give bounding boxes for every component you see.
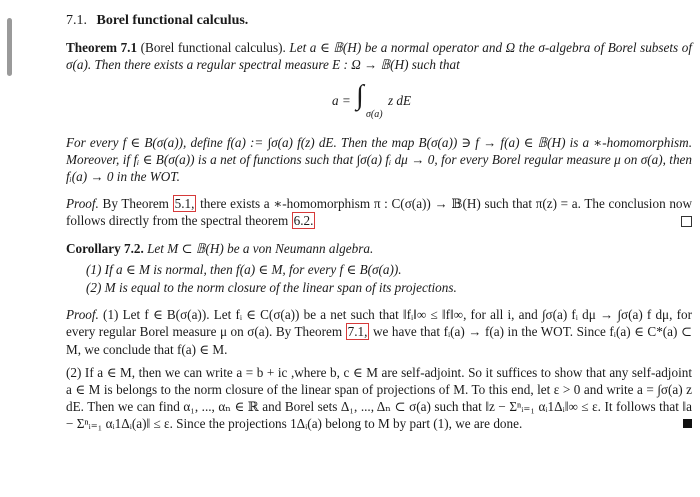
section-number: 7.1.: [66, 13, 87, 28]
proof-text: (2) If a ∈ M, then we can write a = b + ic ,where b, c ∈ M are self-adjoint. So it suffices to show that any self-adjoint a ∈ M is belongs to the norm closure of the linear span of projections of M. To this end, let ε > 0 and write a = ∫σ(a) z dE. Then we can find α₁, ..., αₙ ∈ ℝ and Borel sets Δ₁, ..., Δₙ ⊂ σ(a) such that ‖z − Σⁿᵢ₌₁ αᵢ1Δᵢ‖∞ ≤ ε. It follows that ‖a − Σⁿᵢ₌₁ αᵢ1Δᵢ(a)‖ ≤ ε. Since the projections 1Δᵢ(a) belong to M by part (1), we are done.: [66, 364, 692, 432]
proof-text: By Theorem: [102, 196, 169, 212]
proof-theorem-7-1: [66, 195, 692, 229]
formula-lhs: a =: [332, 92, 351, 108]
formula-rhs: z dE: [388, 92, 412, 108]
qed-square-icon: [681, 216, 692, 227]
theorem-5-1-link[interactable]: 5.1,: [174, 196, 195, 212]
section-title: Borel functional calculus.: [96, 13, 249, 28]
scrollbar[interactable]: [7, 18, 12, 76]
integral-domain: σ(a): [366, 108, 383, 120]
proof-text: (1) Let f ∈ B(σ(a)). Let fᵢ ∈ C(σ(a)) be a net such that ‖fᵢ‖∞ ≤ ‖f‖∞, for all i, and ∫σ(a) fᵢ dμ → ∫σ(a) f dμ, for every regular Borel measure μ on σ(a). By Theorem: [66, 307, 692, 340]
corollary-items: [86, 261, 692, 296]
proof-label: Proof.: [66, 307, 99, 323]
proof-text: we have that fᵢ(a) → f(a) in the WOT. Since fᵢ(a) ∈ C*(a) ⊂ M, we conclude that f(a) ∈ M.: [66, 324, 693, 357]
spectral-formula: [66, 79, 692, 122]
list-item: (1) If a ∈ M is normal, then f(a) ∈ M, for every f ∈ B(σ(a)).: [86, 261, 402, 277]
proof-corollary-part2: [66, 364, 692, 433]
theorem-name: (Borel functional calculus).: [140, 40, 286, 56]
proof-text: there exists a ∗-homomorphism π : C(σ(a)) → 𝔹(H) such that π(z) = a. The conclusion now follows directly from the spectral theorem: [66, 196, 693, 229]
proof-corollary-part1: [66, 306, 692, 358]
document-page: [66, 12, 692, 443]
corollary-7-2: [66, 240, 692, 257]
theorem-6-2-link[interactable]: 6.2.: [293, 213, 314, 229]
theorem-continuation: For every f ∈ B(σ(a)), define f(a) := ∫σ(a) f(z) dE. Then the map B(σ(a)) ∋ f → f(a) ∈ 𝔹(H) is a ∗-homomorphism. Moreover, if fᵢ ∈ B(σ(a)) is a net of functions such that ∫σ(a) fᵢ dμ → 0, for every Borel regular measure μ on σ(a), then fᵢ(a) → 0 in the WOT.: [66, 134, 692, 185]
qed-filled-square-icon: [683, 419, 692, 428]
corollary-label: Corollary 7.2.: [66, 240, 144, 256]
theorem-statement: Let a ∈ 𝔹(H) be a normal operator and Ω the σ-algebra of Borel subsets of σ(a). Then there exists a regular spectral measure E : Ω → 𝔹(H) such that: [66, 40, 692, 73]
theorem-7-1-link[interactable]: 7.1,: [347, 324, 368, 340]
proof-label: Proof.: [66, 196, 99, 212]
section-heading: [66, 12, 692, 29]
theorem-7-1: [66, 39, 692, 73]
integral-sign: ∫: [356, 79, 364, 111]
list-item: (2) M is equal to the norm closure of the linear span of its projections.: [86, 280, 457, 296]
corollary-statement: Let M ⊂ 𝔹(H) be a von Neumann algebra.: [147, 240, 374, 256]
theorem-label: Theorem 7.1: [66, 40, 138, 56]
